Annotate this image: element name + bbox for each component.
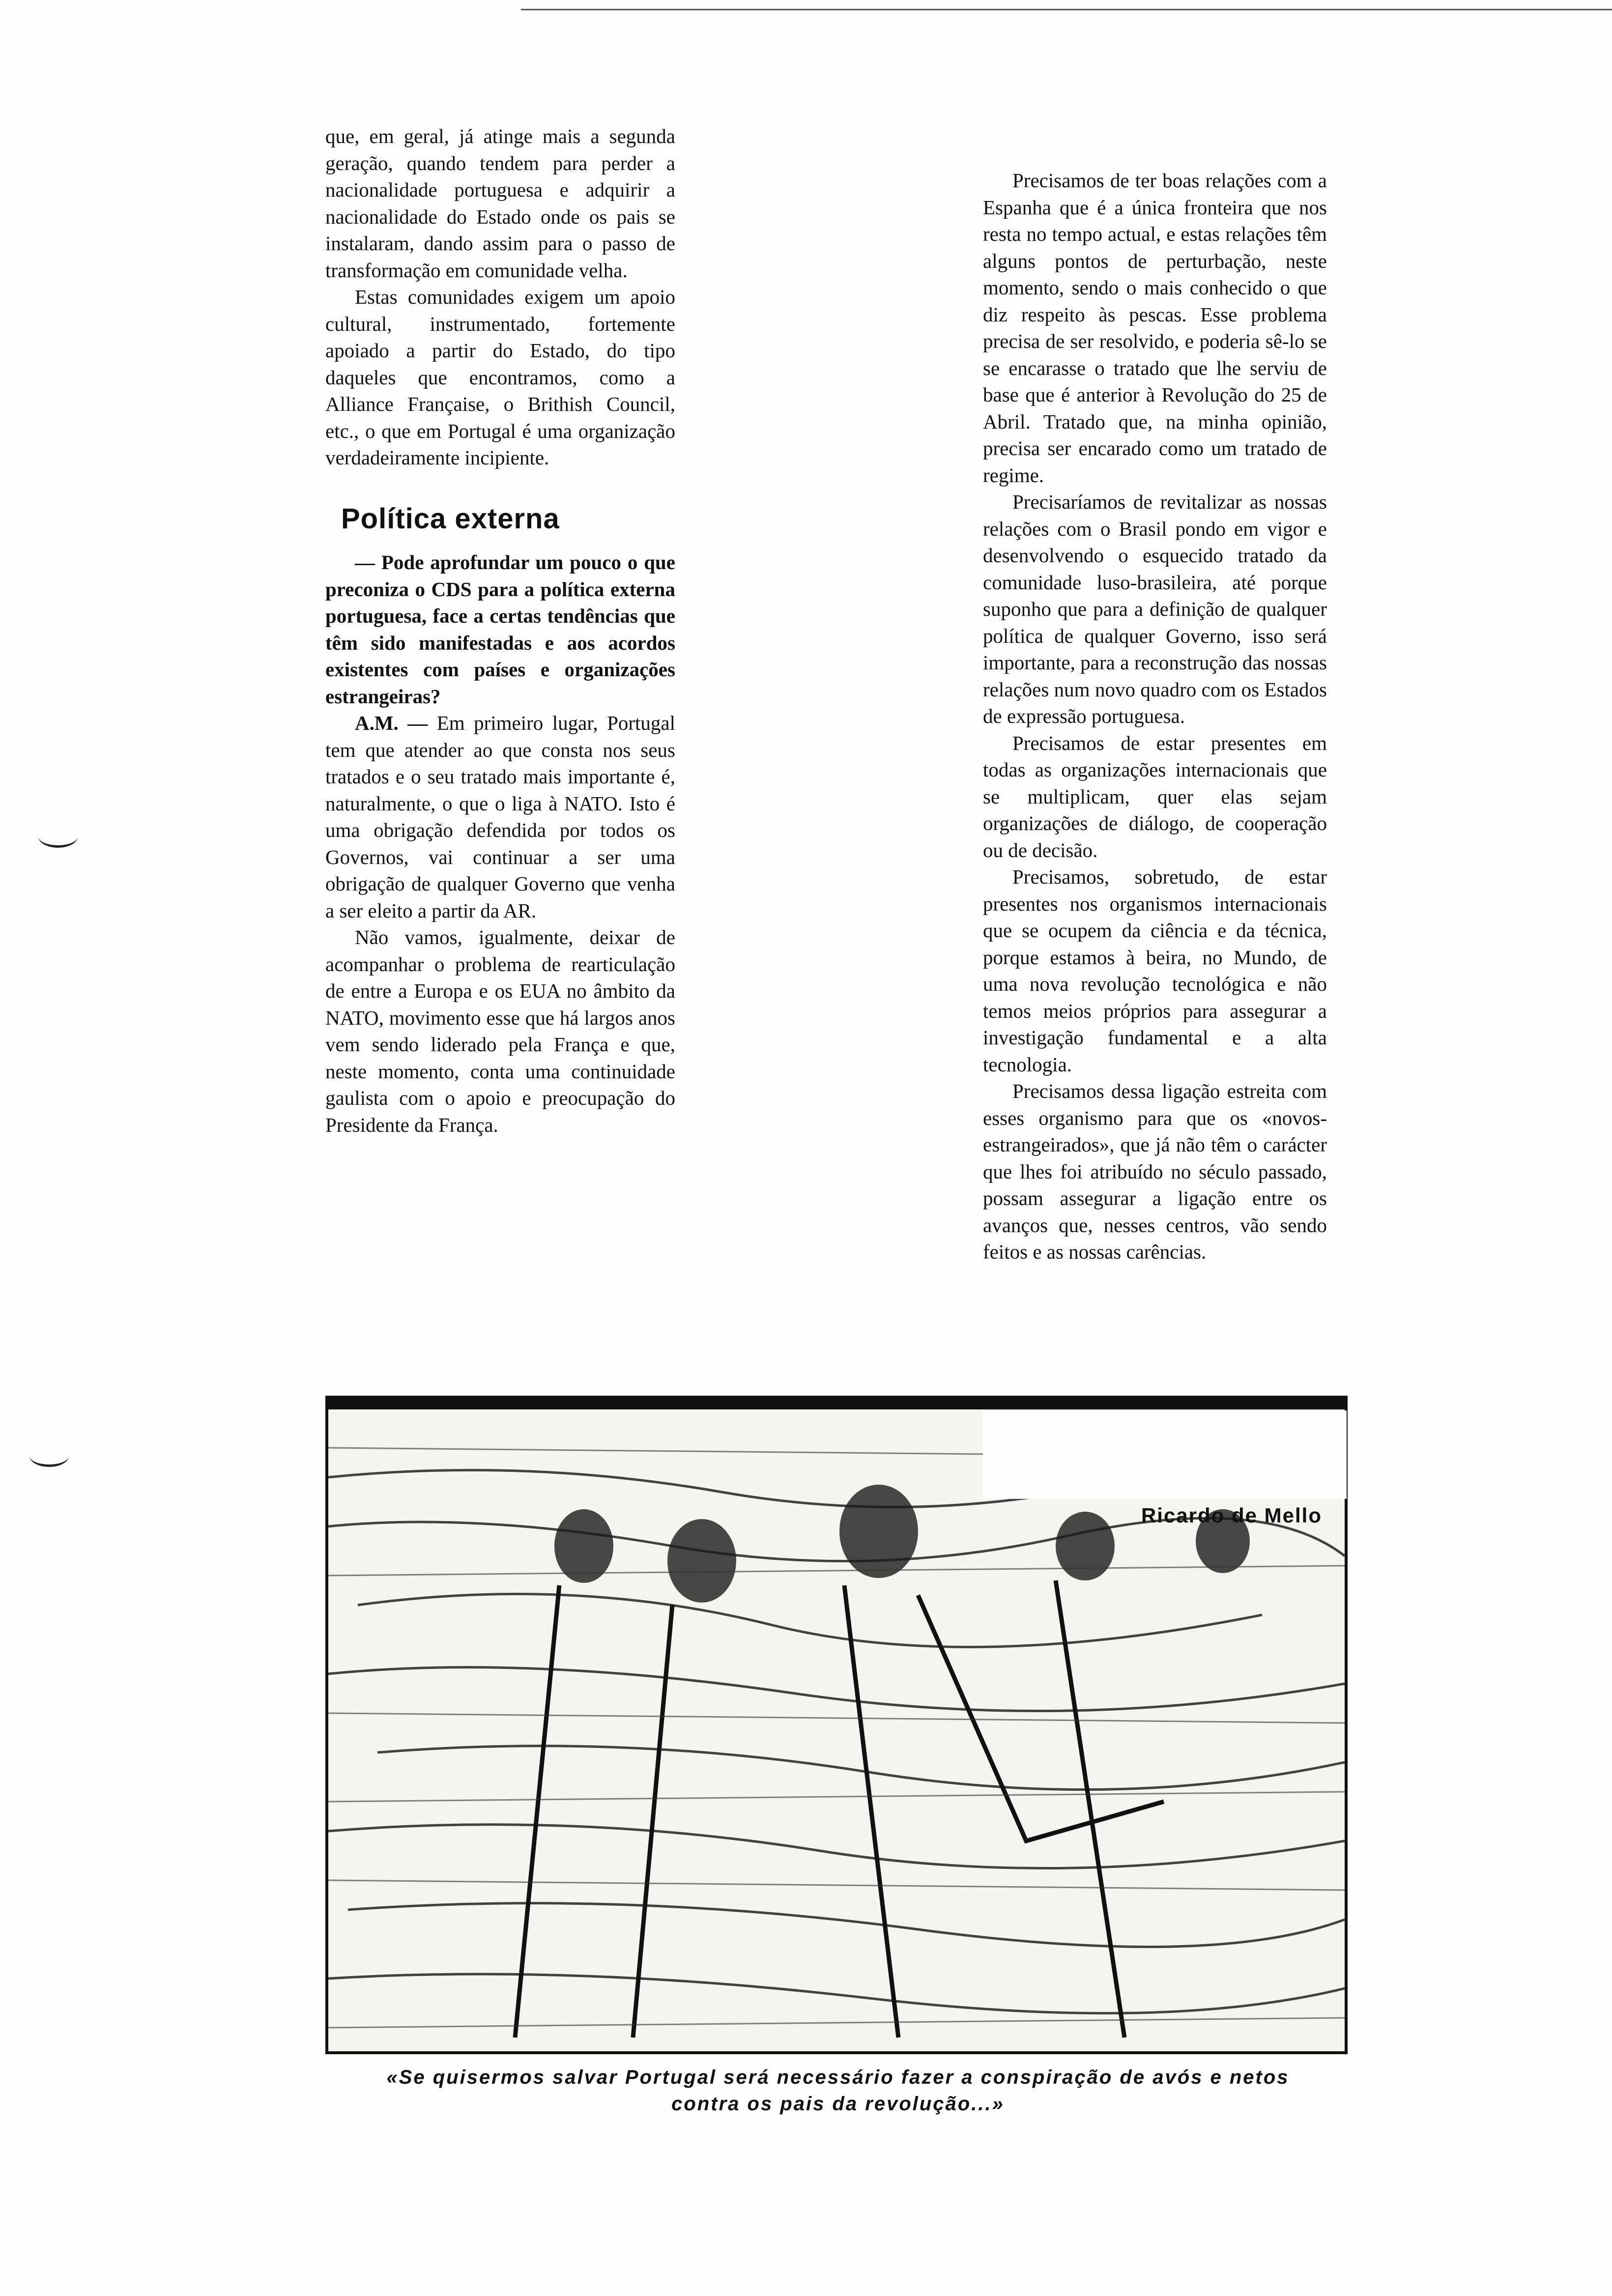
answer-label: A.M. — — [355, 712, 428, 734]
byline: Ricardo de Mello — [1141, 1504, 1322, 1527]
top-rule — [521, 9, 1612, 10]
right-paragraph-2: Precisaríamos de revitalizar as nossas relações com o Brasil pondo em vigor e desenvolvendo o esquecido tratado da comunidade luso-brasileira, até porque suponho que para a definição de qualquer política de qualquer Governo, isso será importante, para a reconstrução das nossas relações num novo quadro com os Estados de expressão portuguesa. — [983, 490, 1327, 727]
caption-line-1: «Se quisermos salvar Portugal será necessário fazer a conspiração de avós e netos — [386, 2066, 1290, 2088]
left-paragraph-1: que, em geral, já atinge mais a segunda geração, quando tendem para perder a nacionalidade portuguesa e adquirir a nacionalidade do Estado onde os pais se instalaram, dando assim para o passo de transformação em comunidade velha. — [325, 125, 675, 282]
interview-question: — Pode aprofundar um pouco o que preconiza o CDS para a política externa portuguesa, face a certas tendências que têm sido manifestadas e aos acordos existentes com países e organizações estrangeiras? — [325, 551, 675, 708]
margin-mark — [38, 826, 78, 848]
section-heading: Política externa — [341, 502, 560, 535]
right-paragraph-3: Precisamos de estar presentes em todas as organizações internacionais que se multiplicam, quer elas sejam organizações de diálogo, de cooperação ou de decisão. — [983, 731, 1327, 861]
right-paragraph-5: Precisamos dessa ligação estreita com esses organismo para que os «novos-estrangeirados», que já não têm o carácter que lhes foi atribuído no século passado, possam assegurar a ligação entre os avanços que, nesses centros, vão sendo feitos e as nossas carências. — [983, 1080, 1327, 1263]
right-paragraph-4: Precisamos, sobretudo, de estar presentes nos organismos internacionais que se ocupem da ciência e da técnica, porque estamos à beira, no Mundo, de uma nova revolução tecnológica e não temos meios próprios para assegurar a investigação fundamental e a alta tecnologia. — [983, 865, 1327, 1076]
right-column — [983, 167, 1327, 1265]
caption-line-2: contra os pais da revolução...» — [671, 2093, 1005, 2115]
margin-mark — [29, 1445, 69, 1467]
interview-answer — [325, 710, 675, 924]
right-paragraph-1: Precisamos de ter boas relações com a Espanha que é a única fronteira que nos resta no tempo actual, e estas relações têm alguns pontos de perturbação, neste momento, sendo o mais conhecido o que diz respeito às pescas. Esse problema precisa de ser resolvido, e poderia sê-lo se se encarasse o tratado que lhe serviu de base que é anterior à Revolução do 25 de Abril. Tratado que, na minha opinião, precisa ser encarado como um tratado de regime. — [983, 169, 1327, 487]
answer-text: Em primeiro lugar, Portugal tem que atender ao que consta nos seus tratados e o seu tratado mais importante é, naturalmente, o que o liga à NATO. Isto é uma obrigação defendida por todos os Governos, vai continuar a ser uma obrigação de qualquer Governo que venha a ser eleito a partir da AR. — [325, 712, 676, 922]
photo-caption — [315, 2064, 1361, 2117]
left-column — [325, 123, 675, 1138]
photo-text-overlay — [983, 1410, 1347, 1499]
left-paragraph-2: Estas comunidades exigem um apoio cultural, instrumentado, fortemente apoiado a partir do Estado, do tipo daqueles que encontramos, como a Alliance Française, o Brithish Council, etc., o que em Portugal é uma organização verdadeiramente incipiente. — [325, 286, 675, 469]
left-paragraph-3: Não vamos, igualmente, deixar de acompanhar o problema de rearticulação de entre a Europa e os EUA no âmbito da NATO, movimento esse que há largos anos vem sendo liderado pela França e que, neste momento, conta uma continuidade gaulista com o apoio e preocupação do Presidente da França. — [325, 926, 675, 1136]
